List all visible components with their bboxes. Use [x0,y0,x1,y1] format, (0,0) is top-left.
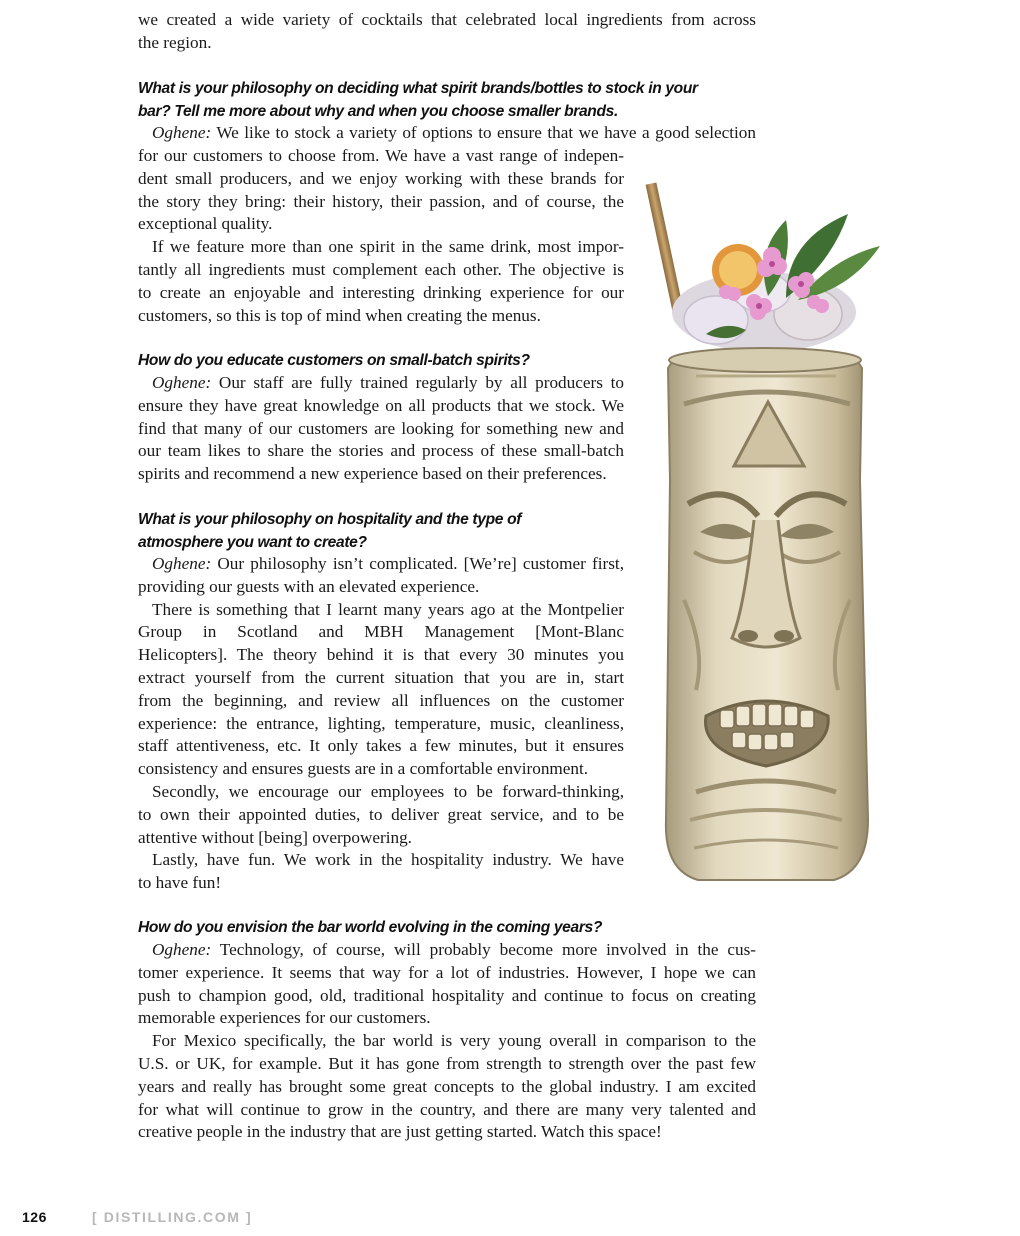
answer-text: Our philosophy isn’t complicated. [We’re] customer first, [211,554,624,573]
question-line: bar? Tell me more about why and when you choose smaller brands. [138,103,618,120]
speaker-label: Oghene: [152,554,212,573]
text-line: Lastly, have fun. We work in the hospitality industry. We have [152,850,624,870]
text-line [138,939,756,962]
text-line: memorable experiences for our customers. [138,1008,431,1028]
text-line: There is something that I learnt many years ago at the Montpelier [152,599,624,619]
text-line: Group in Scotland and MBH Management [Mont-Blanc [138,622,624,642]
speaker-label: Oghene: [152,940,212,959]
text-line: exceptional quality. [138,214,273,234]
answer-paragraph [138,939,756,1144]
question-heading [138,916,602,939]
text-line: the region. [138,32,212,52]
text-line: we created a wide variety of cocktails that celebrated local ingredients from across [138,10,756,29]
text-line: spirits and recommend a new experience based on their preferences. [138,464,607,484]
question-heading [138,77,698,123]
text-line: to create an enjoyable and interesting drinking experience for our [138,282,624,302]
answer-paragraph [138,145,624,327]
text-line: creative people in the industry that are just getting started. Watch this space! [138,1122,662,1142]
question-line: What is your philosophy on deciding what spirit brands/bottles to stock in your [138,80,698,97]
question-line: atmosphere you want to create? [138,534,367,551]
text-line: to own their appointed duties, to deliver great service, and to be [138,804,624,824]
text-line: customers, so this is top of mind when creating the menus. [138,305,541,325]
text-line: If we feature more than one spirit in the same drink, most impor- [152,237,624,257]
text-line: ensure they have great knowledge on all products that we stock. We [138,395,624,415]
answer-paragraph [138,122,756,145]
text-line: tomer experience. It seems that way for a lot of industries. However, I hope we can [138,962,756,982]
text-line: staff attentiveness, etc. It only takes a few minutes, but it ensures [138,736,624,756]
text-line: years and really has brought some great concepts to the global industry. I am excited [138,1076,756,1096]
answer-text: We like to stock a variety of options to ensure that we have a good selection [211,123,756,142]
question-line: What is your philosophy on hospitality and the type of [138,511,522,528]
answer-text: Our staff are fully trained regularly by all producers to [211,373,624,392]
text-line: For Mexico specifically, the bar world is very young overall in comparison to the [152,1031,756,1051]
text-line [138,553,624,576]
text-line: find that many of our customers are looking for something new and [138,418,624,438]
text-line: tantly all ingredients must complement each other. The objective is [138,259,624,279]
text-line: extract yourself from the current situation that you are in, start [138,667,624,687]
text-line: for what will continue to grow in the country, and there are many very talented and [138,1099,756,1119]
tiki-mug [666,348,868,880]
text-line: our team likes to share the stories and process of these small-batch [138,441,624,461]
question-line: How do you educate customers on small-batch spirits? [138,352,530,369]
text-line: from the beginning, and review all influences on the customer [138,690,624,710]
tiki-cocktail-photo [636,180,896,900]
text-line [138,372,624,395]
page-number: 126 [22,1209,47,1225]
publication-brand: [ DISTILLING.COM ] [92,1209,253,1225]
text-line: experience: the entrance, lighting, temperature, music, cleanliness, [138,713,624,733]
text-line: attentive without [being] overpowering. [138,827,412,847]
answer-text: Technology, of course, will probably become more involved in the cus- [211,940,756,959]
answer-paragraph [138,553,624,895]
text-line: U.S. or UK, for example. But it has gone from strength to strength over the past few [138,1053,756,1073]
answer-paragraph [138,372,624,486]
text-line: Secondly, we encourage our employees to be forward-thinking, [152,781,624,801]
text-line: for our customers to choose from. We have a vast range of indepen- [138,146,624,165]
text-line: Helicopters]. The theory behind it is that every 30 minutes you [138,645,624,665]
speaker-label: Oghene: [152,123,212,142]
text-line [138,122,756,145]
question-heading [138,349,530,372]
speaker-label: Oghene: [152,373,212,392]
text-line: dent small producers, and we enjoy working with these brands for [138,168,624,188]
text-line: providing our guests with an elevated experience. [138,576,480,596]
text-line: to have fun! [138,873,222,893]
text-line: consistency and ensures guests are in a comfortable environment. [138,759,589,779]
intro-paragraph [138,9,756,55]
question-heading [138,508,521,554]
question-line: How do you envision the bar world evolving in the coming years? [138,919,603,936]
text-line: push to champion good, old, traditional hospitality and continue to focus on creating [138,985,756,1005]
text-line: the story they bring: their history, their passion, and of course, the [138,191,624,211]
